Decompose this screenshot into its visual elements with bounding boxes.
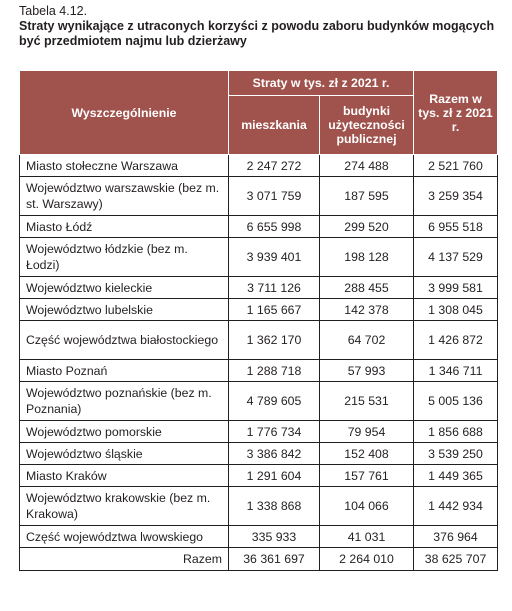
table-row [20,382,498,421]
row-residential: 1 338 868 [229,487,320,526]
row-residential: 1 776 734 [229,421,320,443]
row-public: 215 531 [320,382,414,421]
table-row [20,155,498,177]
table-row [20,526,498,548]
header-item-name: Wyszczególnienie [20,71,229,155]
table-row [20,443,498,465]
table-row [20,299,498,321]
row-public: 274 488 [320,155,414,177]
row-name: Województwo lubelskie [20,299,229,321]
row-public: 104 066 [320,487,414,526]
total-label: Razem [20,548,229,571]
row-total: 1 856 688 [414,421,498,443]
row-total: 1 442 934 [414,487,498,526]
row-residential: 3 711 126 [229,277,320,299]
row-residential: 2 247 272 [229,155,320,177]
header-total: Razem w tys. zł z 2021 r. [414,71,498,155]
row-residential: 3 071 759 [229,177,320,216]
row-total: 1 346 711 [414,360,498,382]
row-public: 157 761 [320,465,414,487]
row-name: Miasto Łódź [20,216,229,238]
table-row [20,277,498,299]
total-row [20,548,498,571]
row-residential: 3 386 842 [229,443,320,465]
row-total: 6 955 518 [414,216,498,238]
table-row [20,321,498,360]
row-name: Miasto Kraków [20,465,229,487]
total-sum: 38 625 707 [414,548,498,571]
losses-table [19,70,498,571]
row-name: Województwo kieleckie [20,277,229,299]
header-residential: mieszkania [229,96,320,155]
row-total: 1 308 045 [414,299,498,321]
row-total: 4 137 529 [414,238,498,277]
row-total: 1 449 365 [414,465,498,487]
row-public: 79 954 [320,421,414,443]
row-total: 3 259 354 [414,177,498,216]
header-public-buildings: budynki użyteczności publicznej [320,96,414,155]
row-total: 3 999 581 [414,277,498,299]
table-row [20,177,498,216]
row-residential: 4 789 605 [229,382,320,421]
row-residential: 1 291 604 [229,465,320,487]
table-row [20,487,498,526]
row-total: 376 964 [414,526,498,548]
row-public: 57 993 [320,360,414,382]
row-residential: 1 362 170 [229,321,320,360]
row-name: Miasto stołeczne Warszawa [20,155,229,177]
row-public: 299 520 [320,216,414,238]
row-public: 288 455 [320,277,414,299]
row-name: Województwo łódzkie (bez m. Łodzi) [20,238,229,277]
total-public: 2 264 010 [320,548,414,571]
table-row [20,360,498,382]
table-row [20,216,498,238]
row-residential: 1 288 718 [229,360,320,382]
row-residential: 6 655 998 [229,216,320,238]
row-name: Część województwa lwowskiego [20,526,229,548]
row-public: 198 128 [320,238,414,277]
row-residential: 3 939 401 [229,238,320,277]
row-name: Miasto Poznań [20,360,229,382]
row-name: Województwo pomorskie [20,421,229,443]
row-total: 2 521 760 [414,155,498,177]
row-name: Województwo poznańskie (bez m. Poznania) [20,382,229,421]
table-row [20,421,498,443]
row-name: Województwo warszawskie (bez m. st. Warszawy) [20,177,229,216]
table-caption [19,4,499,49]
table-row [20,465,498,487]
row-public: 41 031 [320,526,414,548]
table-number: Tabela 4.12. [19,4,88,18]
total-residential: 36 361 697 [229,548,320,571]
row-public: 152 408 [320,443,414,465]
row-public: 64 702 [320,321,414,360]
row-total: 1 426 872 [414,321,498,360]
table-title: Straty wynikające z utraconych korzyści z powodu zaboru budynków mogących być przedmiotem najmu lub dzierżawy [19,19,495,48]
row-total: 5 005 136 [414,382,498,421]
header-losses-group: Straty w tys. zł z 2021 r. [229,71,414,96]
row-total: 3 539 250 [414,443,498,465]
table-row [20,238,498,277]
row-name: Część województwa białostockiego [20,321,229,360]
row-name: Województwo krakowskie (bez m. Krakowa) [20,487,229,526]
row-name: Województwo śląskie [20,443,229,465]
row-public: 142 378 [320,299,414,321]
row-residential: 1 165 667 [229,299,320,321]
row-public: 187 595 [320,177,414,216]
row-residential: 335 933 [229,526,320,548]
